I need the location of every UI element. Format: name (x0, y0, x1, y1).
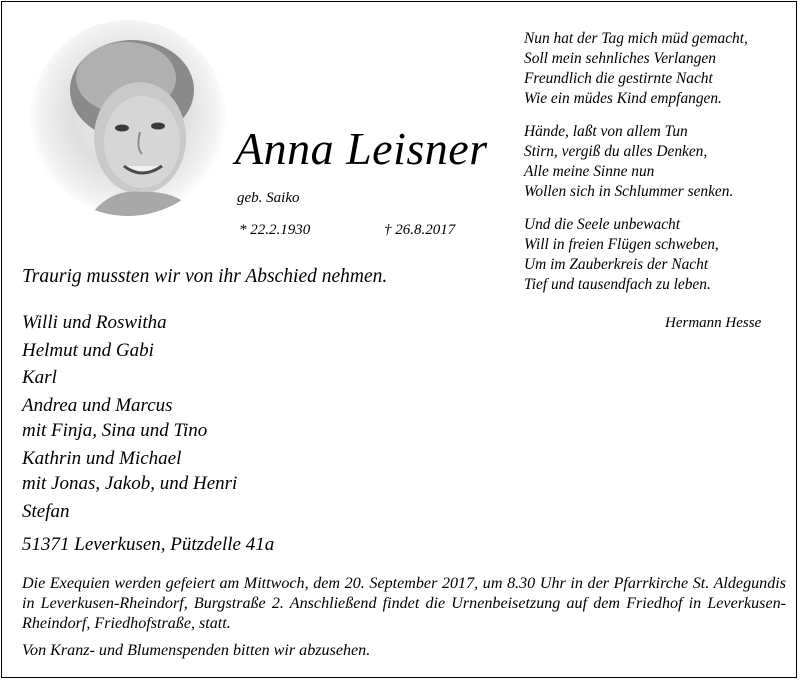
mourner-group (22, 365, 237, 391)
poem-stanza (524, 215, 748, 295)
mourner-line: Willi und Roswitha (22, 312, 167, 333)
mourner-line: mit Finja, Sina und Tino (22, 420, 208, 441)
birth-date: * 22.2.1930 (239, 222, 311, 238)
poem-line: Wie ein müdes Kind empfangen. (524, 90, 722, 107)
mourner-line: Karl (22, 367, 57, 388)
poem-author: Hermann Hesse (665, 315, 762, 331)
poem-line: Nun hat der Tag mich müd gemacht, (524, 30, 748, 47)
poem-line: Soll mein sehnliches Verlangen (524, 50, 716, 67)
mourner-line: Andrea und Marcus (22, 394, 173, 416)
obituary-frame (1, 1, 797, 678)
poem-line: Stirn, vergiß du alles Denken, (524, 143, 708, 160)
mourner-group (22, 499, 237, 525)
birth-name: geb. Saiko (237, 190, 300, 206)
mourner-line: Kathrin und Michael (22, 447, 182, 469)
mourner-group (22, 338, 237, 364)
poem-line: Hände, laßt von allem Tun (524, 123, 688, 140)
poem-line: Wollen sich in Schlummer senken. (524, 183, 734, 200)
mourners-list (22, 310, 237, 526)
portrait-photo (30, 20, 226, 216)
mourning-statement: Traurig mussten wir von ihr Abschied nehmen. (22, 266, 388, 287)
family-address: 51371 Leverkusen, Pützdelle 41a (22, 534, 275, 555)
death-date: † 26.8.2017 (384, 222, 456, 238)
mourner-group (22, 310, 237, 336)
poem-line: Will in freien Flügen schweben, (524, 236, 719, 253)
poem-line: Freundlich die gestirnte Nacht (524, 70, 713, 87)
poem-stanza (524, 29, 748, 109)
mourner-group (22, 393, 237, 444)
service-details: Die Exequien werden gefeiert am Mittwoch, dem 20. September 2017, um 8.30 Uhr in der Pfarrkirche St. Aldegundis in Leverkusen-Rheindorf, Burgstraße 2. Anschließend findet die Urnenbeisetzung auf dem Friedhof in Leverkusen-Rheindorf, Friedhofstraße, statt. (22, 575, 786, 632)
poem-line: Tief und tausendfach zu leben. (524, 276, 711, 293)
poem-line: Und die Seele unbewacht (524, 216, 680, 233)
mourner-group (22, 446, 237, 497)
mourner-line: mit Jonas, Jakob, und Henri (22, 473, 238, 494)
mourner-line: Helmut und Gabi (22, 339, 154, 361)
poem (524, 29, 748, 308)
deceased-name: Anna Leisner (235, 123, 488, 174)
poem-line: Um im Zauberkreis der Nacht (524, 256, 709, 273)
donation-note: Von Kranz- und Blumenspenden bitten wir abzusehen. (22, 642, 371, 659)
poem-line: Alle meine Sinne nun (524, 163, 655, 180)
mourner-line: Stefan (22, 500, 70, 522)
poem-stanza (524, 122, 748, 202)
